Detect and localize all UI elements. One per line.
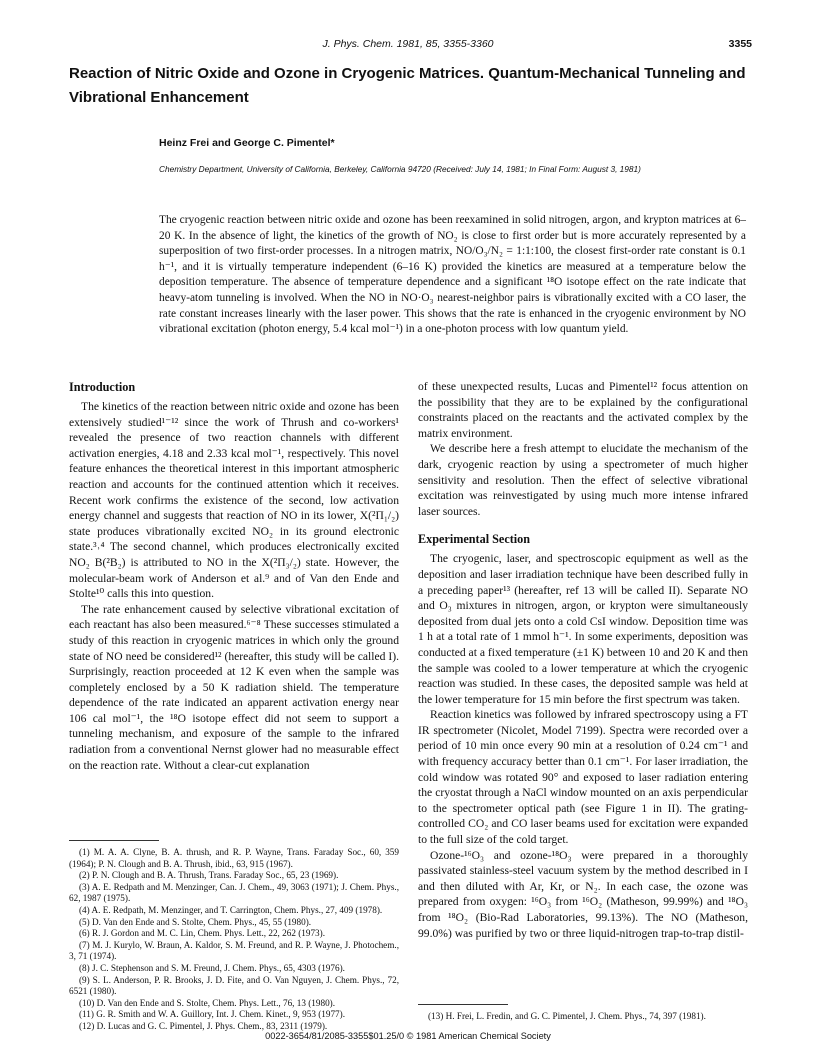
authors: Heinz Frei and George C. Pimentel* — [159, 137, 335, 149]
experimental-heading: Experimental Section — [418, 532, 531, 547]
footnote: (5) D. Van den Ende and S. Stolte, Chem. Phys., 45, 55 (1980). — [79, 916, 312, 927]
footnote: (13) H. Frei, L. Fredin, and G. C. Pimentel, J. Chem. Phys., 74, 397 (1981). — [428, 1011, 706, 1021]
left-column — [69, 379, 399, 773]
article-title: Reaction of Nitric Oxide and Ozone in Cryogenic Matrices. Quantum-Mechanical Tunneling and Vibrational Enhancement — [69, 65, 746, 106]
footnote: (2) P. N. Clough and B. A. Thrush, Trans. Faraday Soc., 65, 23 (1969). — [79, 870, 339, 881]
footnote: (10) D. Van den Ende and S. Stolte, Chem. Phys. Lett., 76, 13 (1980). — [79, 997, 336, 1008]
continued-paragraph: of these unexpected results, Lucas and Pimentel¹² focus attention on the possibility that they are to be explained by the configurational constraints placed on the reactants and the activated complex by the matrix environment. — [418, 380, 748, 440]
footnotes-left — [69, 840, 399, 1033]
copyright-line: 0022-3654/81/2085-3355$01.25/0 © 1981 American Chemical Society — [265, 1031, 551, 1041]
footnote: (9) S. L. Anderson, P. R. Brooks, J. D. Fite, and O. Van Nguyen, J. Chem. Phys., 72, 6521 (1980). — [69, 974, 399, 997]
footnote-rule — [69, 840, 159, 841]
right-column — [418, 379, 748, 941]
footnote: (3) A. E. Redpath and M. Menzinger, Can. J. Chem., 49, 3063 (1971); J. Chem. Phys., 62, 1987 (1975). — [69, 881, 399, 904]
footnote: (11) G. R. Smith and W. A. Guillory, Int. J. Chem. Kinet., 9, 953 (1977). — [79, 1009, 345, 1020]
introduction-paragraph-1: The kinetics of the reaction between nitric oxide and ozone has been extensively studied¹⁻¹² since the work of Thrush and co-workers¹ revealed the presence of two reaction channels with different activation energies, 4.18 and 2.33 kcal mol⁻¹, respectively. This novel feature enhances the theoretical interest in this important atmospheric reaction and accounts for the continued attention which it receives. Recent work confirms the existence of the second, low activation energy channel and suggests that reaction of NO in its lower, X(²Π₁/₂) state produces vibrationally excited NO₂ in its ground electronic state.³˒⁴ The second channel, which produces electronically excited NO₂ B(²B₂) is attributed to NO in the X(²Π₃/₂) state. However, the molecular-beam work of Anderson et al.⁹ and of Van den Ende and Stolte¹⁰ calls this into question. — [69, 400, 399, 601]
affiliation: Chemistry Department, University of California, Berkeley, California 94720 (Received: July 14, 1981; In Final Form: August 3, 1981) — [159, 164, 641, 174]
footnote: (6) R. J. Gordon and M. C. Lin, Chem. Phys. Lett., 22, 262 (1973). — [79, 928, 326, 939]
footnote: (4) A. E. Redpath, M. Menzinger, and T. Carrington, Chem. Phys., 27, 409 (1978). — [79, 904, 383, 915]
footnote: (7) M. J. Kurylo, W. Braun, A. Kaldor, S. M. Freund, and R. P. Wayne, J. Photochem., 3, 71 (1974). — [69, 939, 399, 962]
footnote: (1) M. A. A. Clyne, B. A. thrush, and R. P. Wayne, Trans. Faraday Soc., 60, 359 (1964); P. N. Clough and B. A. Thrush, ibid., 63, 915 (1967). — [69, 847, 399, 869]
footnote: (12) D. Lucas and G. C. Pimentel, J. Phys. Chem., 83, 2311 (1979). — [79, 1020, 328, 1031]
page-number: 3355 — [728, 38, 752, 50]
describe-paragraph: We describe here a fresh attempt to elucidate the mechanism of the dark, cryogenic reaction by using a spectrometer of much higher sensitivity and resolution. Then the effect of selective vibrational excitation was reinvestigated by using much more intense infrared laser sources. — [418, 442, 748, 518]
experimental-paragraph-2: Reaction kinetics was followed by infrared spectroscopy using a FT IR spectrometer (Nicolet, Model 7199). Spectra were recorded over a period of 10 min once every 90 min at a resolution of 0.24 cm⁻¹ and with frequency accuracy better than 0.1 cm⁻¹. For laser irradiation, the cold window was rotated 90° and exposed to laser radiation entering the cryostat through a NaCl window mounted on an axis perpendicular to the spectrometer optical path (see Figure 1 in II). The grating-controlled CO₂ and CO laser beams used for excitation were expanded to the full size of the cold target. — [418, 708, 748, 847]
experimental-paragraph-3: Ozone-¹⁶O₃ and ozone-¹⁸O₃ were prepared in a thoroughly passivated stainless-steel vacuum system by the method described in I and then diluted with Ar, Kr, or N₂. In each case, the ozone was prepared from oxygen: ¹⁶O₃ from ¹⁶O₂ (Matheson, 99.99%) and ¹⁸O₃ from ¹⁸O₂ (Bio-Rad Laboratories, 99.13%). The NO (Matheson, 99.0%) was purified by two or three liquid-nitrogen trap-to-trap distil- — [418, 848, 748, 940]
introduction-heading: Introduction — [69, 380, 136, 394]
introduction-paragraph-2: The rate enhancement caused by selective vibrational excitation of each reactant has also been measured.⁶⁻⁸ These successes stimulated a study of this reaction in cryogenic matrices in which only the ground state of NO need be considered¹² (hereafter, this study will be called I). Surprisingly, reaction proceeded at 12 K even when the sample was completely enclosed by a 50 K radiation shield. The temperature dependence of the rate indicated an apparent activation energy near 106 cal mol⁻¹, the ¹⁸O isotope effect did not seem to support a tunneling mechanism, and exposure of the sample to the infrared radiation from a conventional Nernst glower had no measurable effect on the reaction rate. Without a clear-cut explanation — [69, 602, 399, 772]
footnotes-right — [418, 1004, 748, 1023]
experimental-paragraph-1: The cryogenic, laser, and spectroscopic equipment as well as the deposition and laser irradiation technique have been described fully in a preceding paper¹³ (hereafter, ref 13 will be called II). Separate NO and O₃ mixtures in nitrogen, argon, or krypton were simultaneously deposited from dual jets onto a cold CsI window. Deposition time was 1 h at a total rate of 1 mmol h⁻¹. In some experiments, deposition was conducted at a fixed temperature (±1 K) between 10 and 20 K and then the sample was cooled to a lower temperature at which the cryogenic reaction was studied. In these cases, the deposited sample was held at the lower temperature for 15 min before the first spectrum was taken. — [418, 552, 748, 706]
footnote: (8) J. C. Stephenson and S. M. Freund, J. Chem. Phys., 65, 4303 (1976). — [79, 962, 345, 973]
journal-reference: J. Phys. Chem. 1981, 85, 3355-3360 — [322, 38, 494, 50]
footnote-rule — [418, 1004, 508, 1005]
abstract: The cryogenic reaction between nitric oxide and ozone has been reexamined in solid nitrogen, argon, and krypton matrices at 6–20 K. In the absence of light, the kinetics of the growth of NO₂ is close to first order but is more accurately represented by a superposition of two first-order processes. In a nitrogen matrix, NO/O₃/N₂ = 1:1:100, the closest first-order rate constant is 0.1 h⁻¹, and it is virtually temperature independent (6–16 K) provided the kinetics are measured at a temperature below the deposition temperature. The absence of temperature dependence and a significant ¹⁸O isotope effect on the rate indicate that heavy-atom tunneling is involved. When the NO in NO·O₃ nearest-neighbor pairs is vibrationally excited with a CO laser, the rate constant increases linearly with the laser power. This shows that the rate is enhanced in the cryogenic environment by NO vibrational excitation (photon energy, 5.4 kcal mol⁻¹) in a one-photon process with low quantum yield. — [159, 214, 746, 336]
